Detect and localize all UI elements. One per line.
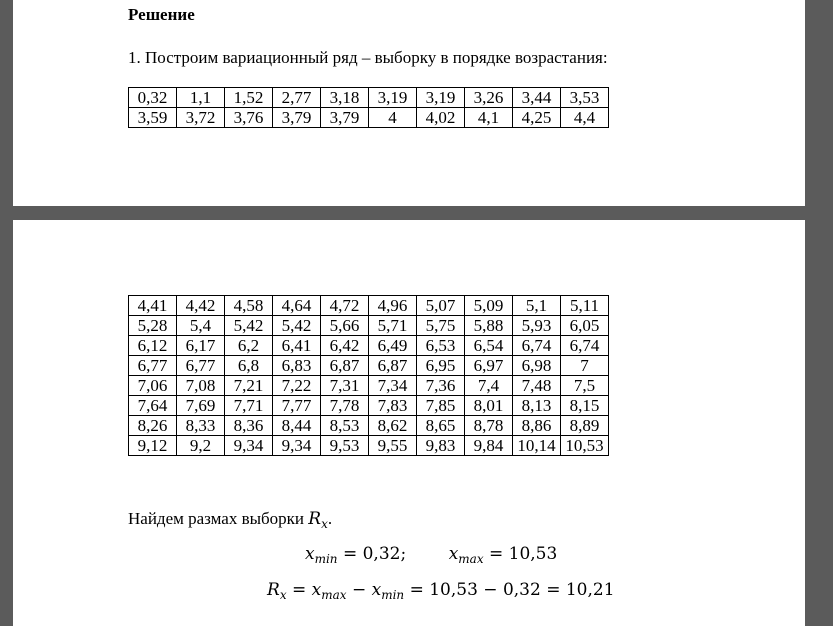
table-cell: 10,53: [561, 436, 609, 456]
table-cell: 8,36: [225, 416, 273, 436]
table-cell: 3,59: [129, 108, 177, 128]
table-row: [129, 416, 609, 436]
table-cell: 5,07: [417, 296, 465, 316]
table-row: [129, 336, 609, 356]
table-cell: 7,85: [417, 396, 465, 416]
table-cell: 7,78: [321, 396, 369, 416]
table-cell: 3,79: [321, 108, 369, 128]
table-cell: 1,52: [225, 88, 273, 108]
table-cell: 7,34: [369, 376, 417, 396]
table-cell: 5,28: [129, 316, 177, 336]
table-cell: 3,26: [465, 88, 513, 108]
table-cell: 4,4: [561, 108, 609, 128]
table-cell: 7,36: [417, 376, 465, 396]
table-cell: 8,01: [465, 396, 513, 416]
table-cell: 6,74: [561, 336, 609, 356]
table-cell: 6,98: [513, 356, 561, 376]
table-cell: 0,32: [129, 88, 177, 108]
range-intro-text: Найдем размах выборки $R_x$.: [128, 509, 333, 531]
table-cell: 6,87: [321, 356, 369, 376]
table-cell: 4: [369, 108, 417, 128]
table-cell: 5,93: [513, 316, 561, 336]
table-cell: 3,53: [561, 88, 609, 108]
table-cell: 8,86: [513, 416, 561, 436]
table-cell: 1,1: [177, 88, 225, 108]
table-cell: 7: [561, 356, 609, 376]
table-cell: 6,8: [225, 356, 273, 376]
table-cell: 6,77: [129, 356, 177, 376]
table-cell: 9,55: [369, 436, 417, 456]
table-cell: 4,41: [129, 296, 177, 316]
table-cell: 8,53: [321, 416, 369, 436]
table-row: [129, 296, 609, 316]
table-cell: 7,71: [225, 396, 273, 416]
table-cell: 8,33: [177, 416, 225, 436]
table-cell: 3,44: [513, 88, 561, 108]
table-cell: 4,72: [321, 296, 369, 316]
range-formula: $R_x = x_{max} - x_{min} = 10,53 - 0,32 = 10,21$: [267, 580, 615, 602]
table-cell: 6,53: [417, 336, 465, 356]
table-row: [129, 376, 609, 396]
table-cell: 9,34: [225, 436, 273, 456]
variation-series-table-part-2: [128, 295, 609, 456]
table-cell: 4,1: [465, 108, 513, 128]
table-cell: 4,25: [513, 108, 561, 128]
table-cell: 9,2: [177, 436, 225, 456]
table-cell: 3,19: [369, 88, 417, 108]
solution-heading: Решение: [128, 5, 195, 24]
table-cell: 6,77: [177, 356, 225, 376]
table-cell: 5,75: [417, 316, 465, 336]
table-cell: 5,4: [177, 316, 225, 336]
table-cell: 7,69: [177, 396, 225, 416]
table-cell: 5,1: [513, 296, 561, 316]
table-cell: 7,21: [225, 376, 273, 396]
table-row: [129, 356, 609, 376]
table-cell: 5,42: [225, 316, 273, 336]
table-cell: 3,19: [417, 88, 465, 108]
table-cell: 7,5: [561, 376, 609, 396]
table-row: [129, 88, 609, 108]
table-cell: 9,84: [465, 436, 513, 456]
table-cell: 6,83: [273, 356, 321, 376]
table-cell: 9,12: [129, 436, 177, 456]
table-cell: 6,05: [561, 316, 609, 336]
table-cell: 9,83: [417, 436, 465, 456]
table-cell: 7,22: [273, 376, 321, 396]
table-cell: 7,48: [513, 376, 561, 396]
table-cell: 6,41: [273, 336, 321, 356]
table-cell: 4,42: [177, 296, 225, 316]
table-cell: 6,42: [321, 336, 369, 356]
table-cell: 6,49: [369, 336, 417, 356]
table-cell: 4,58: [225, 296, 273, 316]
table-cell: 7,64: [129, 396, 177, 416]
document-page-1: [13, 0, 805, 206]
document-page-2: [13, 220, 805, 626]
table-cell: 3,76: [225, 108, 273, 128]
table-cell: 5,42: [273, 316, 321, 336]
table-cell: 3,72: [177, 108, 225, 128]
table-cell: 6,74: [513, 336, 561, 356]
table-cell: 8,78: [465, 416, 513, 436]
table-cell: 3,18: [321, 88, 369, 108]
table-cell: 7,4: [465, 376, 513, 396]
table-cell: 8,13: [513, 396, 561, 416]
table-cell: 5,09: [465, 296, 513, 316]
table-row: [129, 396, 609, 416]
table-cell: 5,88: [465, 316, 513, 336]
table-cell: 7,31: [321, 376, 369, 396]
step-1-text: 1. Построим вариационный ряд – выборку в порядке возрастания:: [128, 48, 608, 67]
range-symbol: R: [308, 509, 322, 529]
min-max-formula: $x_{min} = 0,32$; $x_{max} = 10,53$: [305, 544, 558, 566]
table-cell: 6,87: [369, 356, 417, 376]
table-cell: 9,34: [273, 436, 321, 456]
table-cell: 6,54: [465, 336, 513, 356]
table-cell: 7,08: [177, 376, 225, 396]
table-cell: 4,96: [369, 296, 417, 316]
table-cell: 7,83: [369, 396, 417, 416]
table-cell: 6,17: [177, 336, 225, 356]
table-row: [129, 108, 609, 128]
table-cell: 7,06: [129, 376, 177, 396]
table-cell: 8,89: [561, 416, 609, 436]
table-cell: 5,71: [369, 316, 417, 336]
table-cell: 4,02: [417, 108, 465, 128]
table-cell: 8,65: [417, 416, 465, 436]
table-cell: 8,15: [561, 396, 609, 416]
table-cell: 4,64: [273, 296, 321, 316]
table-cell: 8,62: [369, 416, 417, 436]
table-row: [129, 436, 609, 456]
table-cell: 10,14: [513, 436, 561, 456]
table-cell: 6,95: [417, 356, 465, 376]
table-cell: 8,44: [273, 416, 321, 436]
table-cell: 2,77: [273, 88, 321, 108]
variation-series-table-part-1: [128, 87, 609, 128]
table-cell: 5,11: [561, 296, 609, 316]
table-cell: 8,26: [129, 416, 177, 436]
table-cell: 7,77: [273, 396, 321, 416]
table-cell: 6,97: [465, 356, 513, 376]
table-cell: 3,79: [273, 108, 321, 128]
table-row: [129, 316, 609, 336]
table-cell: 6,12: [129, 336, 177, 356]
table-cell: 9,53: [321, 436, 369, 456]
table-cell: 5,66: [321, 316, 369, 336]
table-cell: 6,2: [225, 336, 273, 356]
